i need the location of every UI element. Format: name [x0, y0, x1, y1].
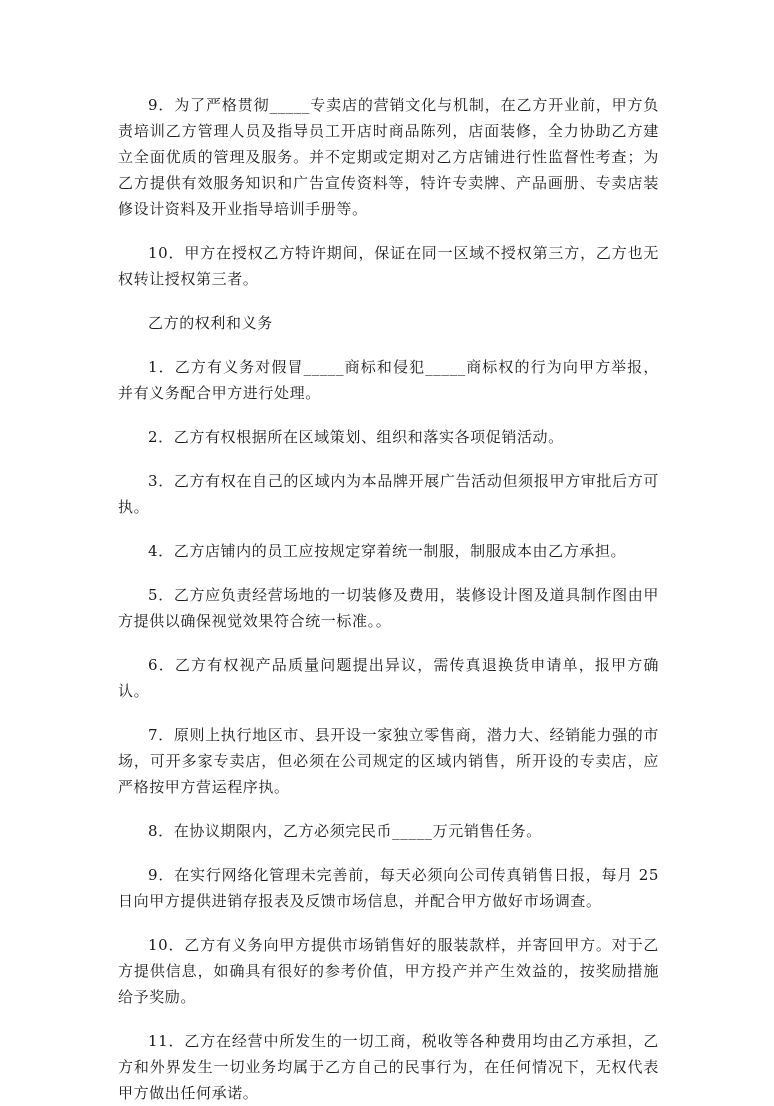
clause-b-1: 1．乙方有义务对假冒_____商标和侵犯_____商标权的行为向甲方举报，并有义务配合甲方进行处理。 — [118, 358, 659, 402]
clause-b-10: 10．乙方有义务向甲方提供市场销售好的服装款样，并寄回甲方。对于乙方提供信息，如确具有很好的参考价值，甲方投产并产生效益的，按奖励措施给予奖励。 — [118, 936, 659, 1006]
clause-b-8: 8．在协议期限内，乙方必须完民币_____万元销售任务。 — [148, 822, 542, 840]
clause-b-2: 2．乙方有权根据所在区域策划、组织和落实各项促销活动。 — [148, 428, 564, 446]
clause-a-10: 10．甲方在授权乙方特许期间，保证在同一区域不授权第三方，乙方也无权转让授权第三者。 — [118, 244, 659, 288]
section-heading: 乙方的权利和义务 — [148, 314, 273, 332]
clause-b-11: 11．乙方在经营中所发生的一切工商，税收等各种费用均由乙方承担，乙方和外界发生一切业务均属于乙方自己的民事行为，在任何情况下，无权代表甲方做出任何承诺。 — [118, 1032, 659, 1102]
clause-b-4: 4．乙方店铺内的员工应按规定穿着统一制服，制服成本由乙方承担。 — [148, 542, 627, 560]
clause-b-9: 9．在实行网络化管理未完善前，每天必须向公司传真销售日报，每月 25 日向甲方提供进销存报表及反馈市场信息，并配合甲方做好市场调查。 — [118, 866, 659, 910]
clause-b-5: 5．乙方应负责经营场地的一切装修及费用，装修设计图及道具制作图由甲方提供以确保视觉效果符合统一标准。。 — [118, 586, 659, 630]
clause-a-9: 9．为了严格贯彻_____专卖店的营销文化与机制，在乙方开业前，甲方负责培训乙方管理人员及指导员工开店时商品陈列，店面装修，全力协助乙方建立全面优质的管理及服务。并不定期或定期对乙方店铺进行性监督性考查；为乙方提供有效服务知识和广告宣传资料等，特许专卖牌、产品画册、专卖店装修设计资料及开业指导培训手册等。 — [118, 96, 659, 218]
clause-b-7: 7．原则上执行地区市、县开设一家独立零售商，潜力大、经销能力强的市场，可开多家专卖店，但必须在公司规定的区域内销售，所开设的专卖店，应严格按甲方营运程序执。 — [118, 726, 659, 796]
clause-b-6: 6．乙方有权视产品质量问题提出异议，需传真退换货申请单，报甲方确认。 — [118, 656, 659, 700]
clause-b-3: 3．乙方有权在自己的区域内为本品牌开展广告活动但须报甲方审批后方可执。 — [118, 472, 659, 516]
